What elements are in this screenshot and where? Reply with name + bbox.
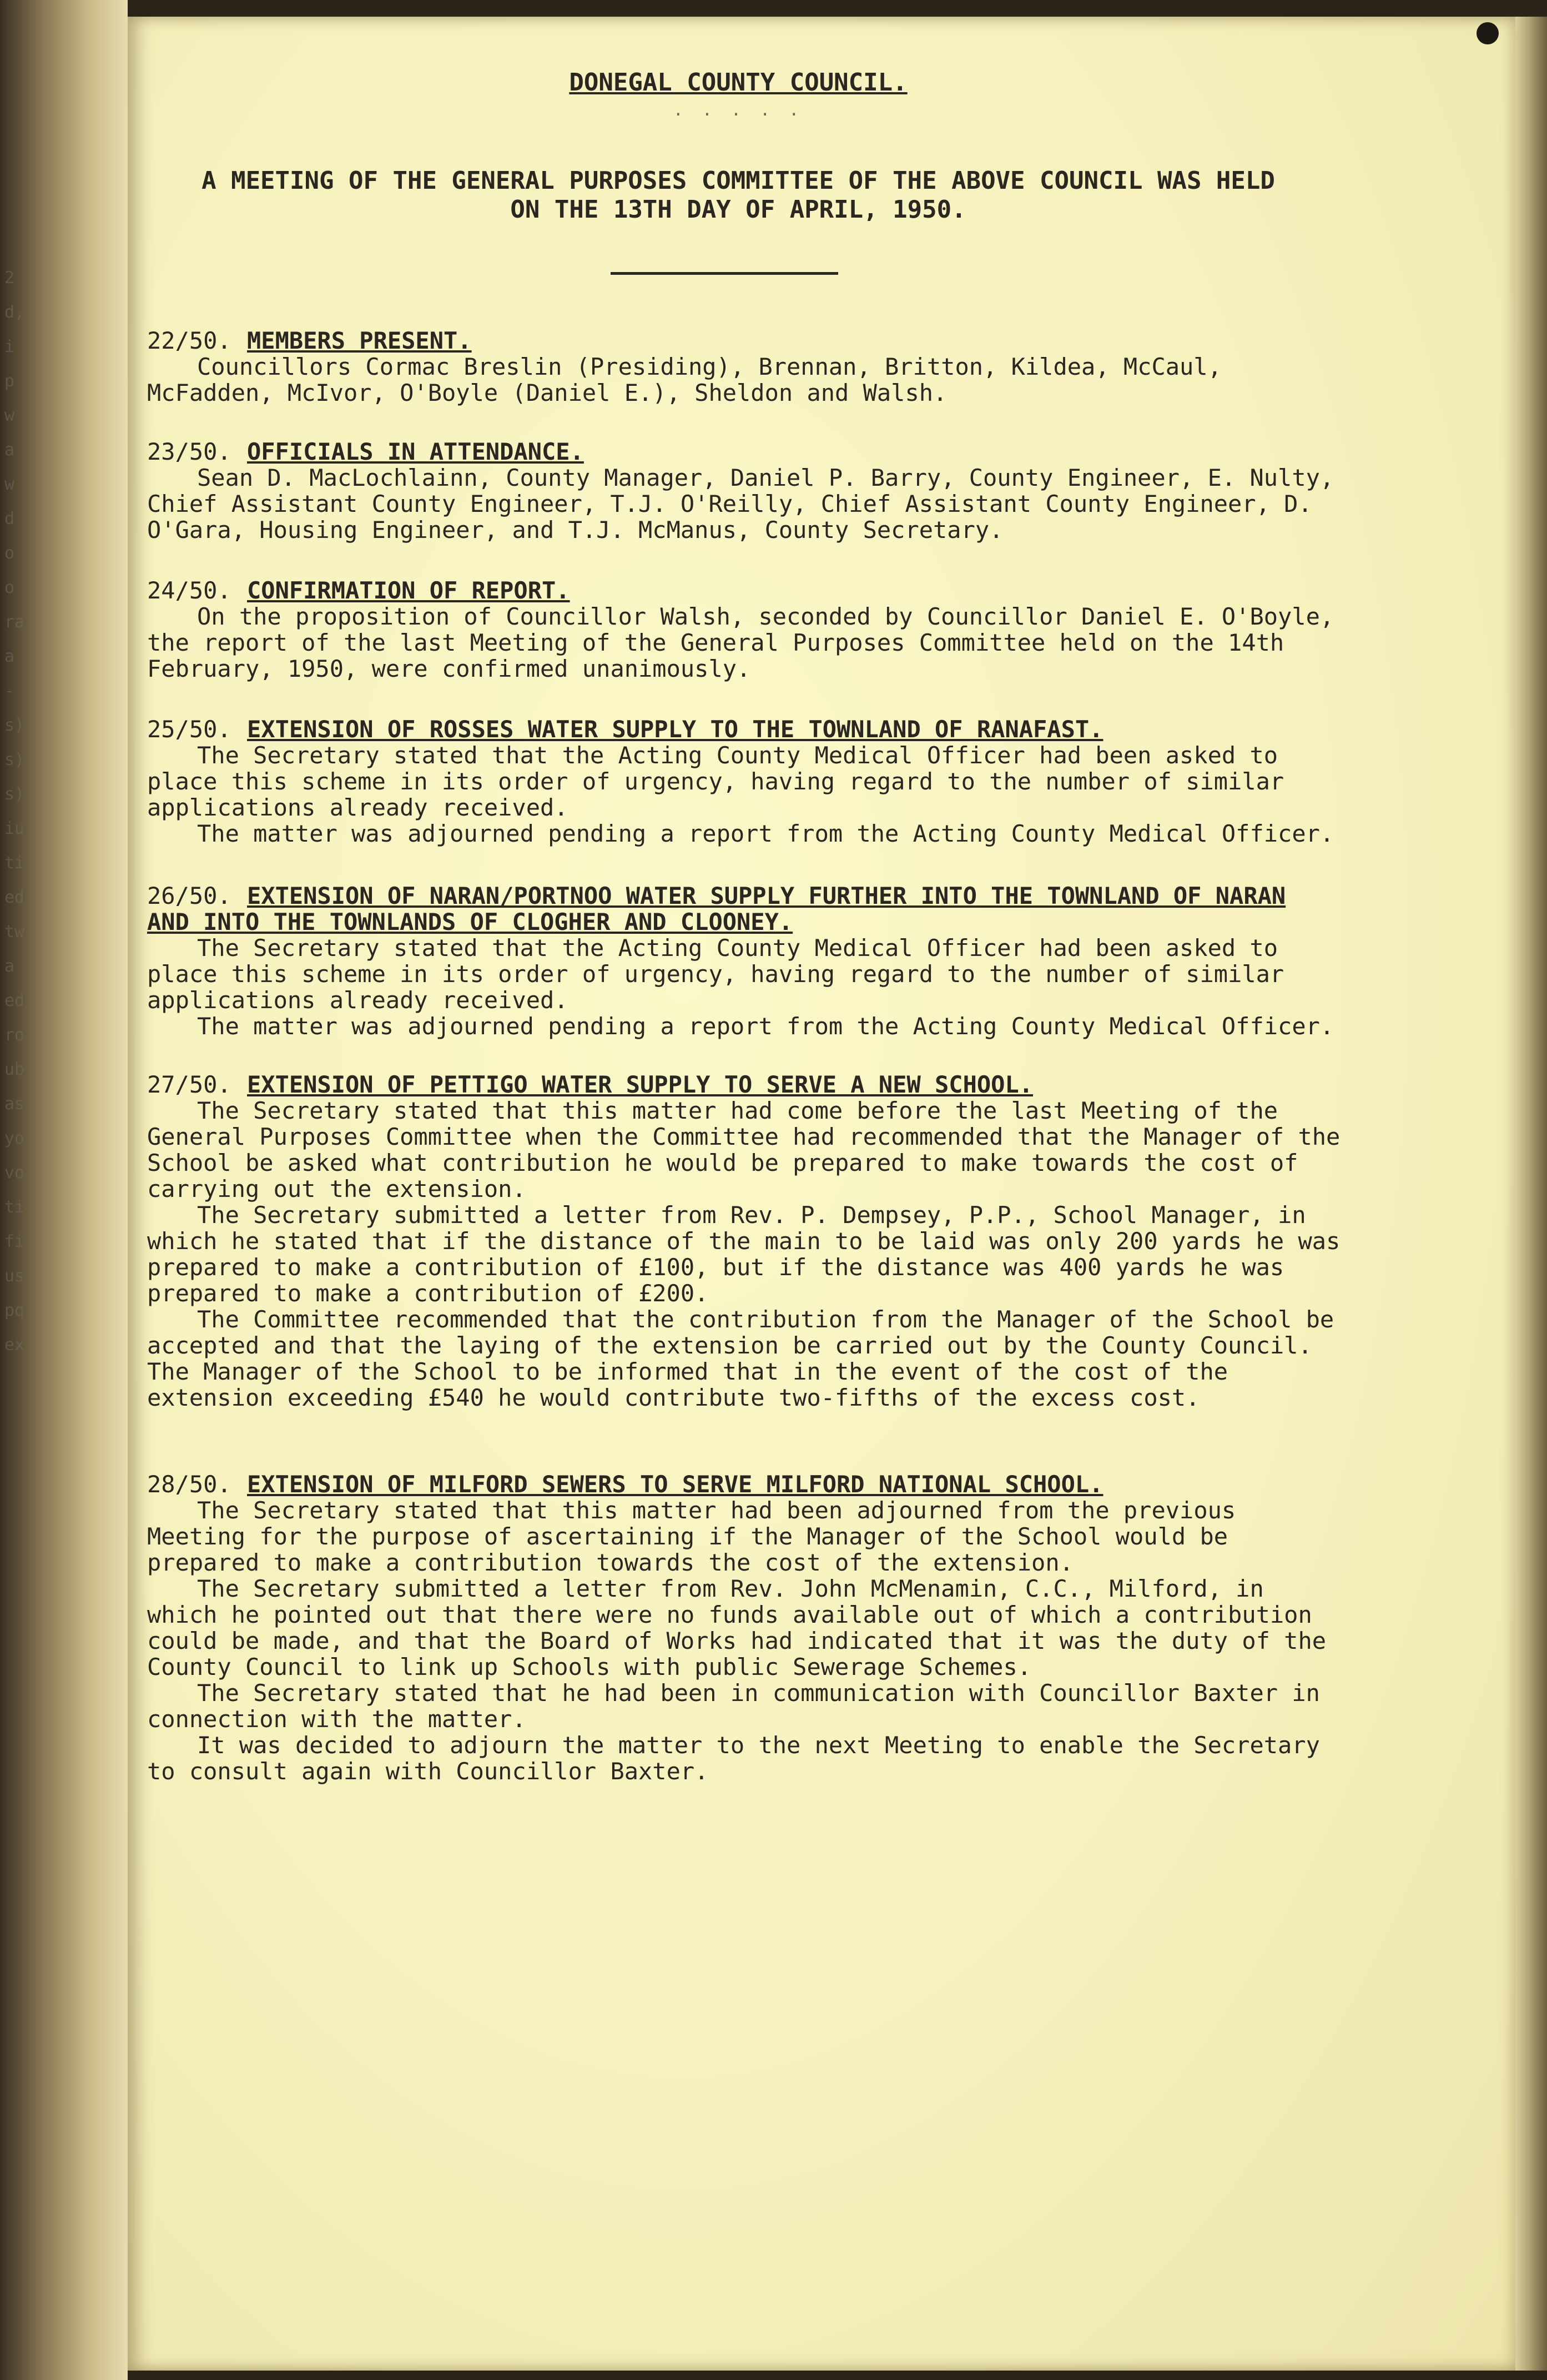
margin-fragment: vo — [4, 1163, 25, 1183]
item-paragraph: The Secretary stated that this matter had been adjourned from the previous Meeting for the purpose of ascertaining if the Manager of the School would be prepared to make a contribution towards the cost of the extension. — [147, 1497, 1236, 1576]
margin-fragment: ti — [4, 1197, 25, 1217]
margin-fragment: a — [4, 647, 15, 666]
binding-spine — [0, 0, 128, 2380]
margin-fragment: ti — [4, 853, 25, 873]
margin-fragment: 2 — [4, 268, 15, 288]
item-paragraph: Councillors Cormac Breslin (Presiding), Brennan, Britton, Kildea, McCaul, McFadden, McIvor, O'Boyle (Daniel E.), Sheldon and Walsh. — [147, 353, 1222, 406]
margin-fragment: as — [4, 1094, 25, 1114]
item-paragraph: The Secretary submitted a letter from Rev. John McMenamin, C.C., Milford, in which he pointed out that there were no funds available out of which a contribution could be made, and that the Board of Works had indicated that it was the duty of the County Council to link up Schools with public Sewerage Schemes. — [147, 1575, 1327, 1680]
item-paragraph: The Secretary stated that this matter had come before the last Meeting of the General Purposes Committee when the Committee had recommended that the Manager of the School be asked what contribution he would be prepared to make towards the cost of carrying out the extension. — [147, 1097, 1341, 1202]
item-paragraph: The Secretary stated that the Acting County Medical Officer had been asked to place this scheme in its order of urgency, having regard to the number of similar applications already received. — [147, 934, 1284, 1014]
item-title: CONFIRMATION OF REPORT. — [247, 577, 570, 604]
item-paragraph: The matter was adjourned pending a report from the Acting County Medical Officer. — [197, 1013, 1334, 1040]
margin-fragment: s) — [4, 750, 25, 769]
margin-fragments — [0, 261, 132, 1362]
meeting-heading-line-1: A MEETING OF THE GENERAL PURPOSES COMMITTEE OF THE ABOVE COUNCIL WAS HELD — [201, 167, 1275, 195]
margin-fragment: iu — [4, 819, 25, 838]
margin-fragment: yo — [4, 1129, 25, 1148]
item-number: 24/50. — [147, 577, 231, 604]
minute-item — [147, 883, 1341, 1039]
margin-fragment: o — [4, 578, 15, 597]
meeting-heading-line-2: ON THE 13TH DAY OF APRIL, 1950. — [510, 195, 966, 224]
item-title: MEMBERS PRESENT. — [247, 327, 472, 354]
item-paragraph: The Committee recommended that the contribution from the Manager of the School be accepted and that the laying of the extension be carried out by the County Council. The Manager of the School to be informed that in the event of the cost of the extension exceeding £540 he would contribute two-fifths of the excess cost. — [147, 1306, 1334, 1411]
margin-fragment: us — [4, 1266, 25, 1286]
item-number: 27/50. — [147, 1071, 231, 1098]
margin-fragment: o — [4, 544, 15, 563]
margin-fragment: ra — [4, 612, 25, 632]
margin-fragment: w — [4, 475, 15, 494]
margin-fragment: fi — [4, 1232, 25, 1251]
item-title: EXTENSION OF PETTIGO WATER SUPPLY TO SERVE A NEW SCHOOL. — [247, 1071, 1034, 1098]
item-title: EXTENSION OF NARAN/PORTNOO WATER SUPPLY FURTHER INTO THE TOWNLAND OF NARAN AND INTO THE TOWNLANDS OF CLOGHER AND CLOONEY. — [147, 882, 1286, 935]
item-title: OFFICIALS IN ATTENDANCE. — [247, 438, 584, 465]
item-number: 23/50. — [147, 438, 231, 465]
margin-fragment: ex — [4, 1335, 25, 1355]
margin-fragment: s) — [4, 784, 25, 804]
item-paragraph: On the proposition of Councillor Walsh, seconded by Councillor Daniel E. O'Boyle, the report of the last Meeting of the General Purposes Committee held on the 14th February, 1950, were confirmed unanimously. — [147, 603, 1334, 682]
margin-fragment: ed — [4, 888, 25, 907]
margin-fragment: d, — [4, 303, 25, 322]
heading-dots: . . . . . — [673, 100, 804, 120]
page-edge — [1515, 17, 1547, 2371]
margin-fragment: pq — [4, 1301, 25, 1320]
margin-fragment: - — [4, 681, 15, 701]
council-heading: DONEGAL COUNTY COUNCIL. — [569, 68, 908, 97]
document-page — [128, 17, 1515, 2371]
margin-fragment: d — [4, 509, 15, 529]
margin-fragment: tw — [4, 922, 25, 942]
minute-item — [147, 1471, 1341, 1784]
minute-item — [147, 439, 1341, 543]
minute-item — [147, 716, 1341, 847]
item-paragraph: The Secretary submitted a letter from Rev. P. Dempsey, P.P., School Manager, in which he stated that if the distance of the main to be laid was only 200 yards he was prepared to make a contribution of £100, but if the distance was 400 yards he was prepared to make a contribution of £200. — [147, 1201, 1341, 1307]
minute-item — [147, 328, 1341, 406]
item-number: 26/50. — [147, 882, 231, 909]
item-paragraph: It was decided to adjourn the matter to the next Meeting to enable the Secretary to consult again with Councillor Baxter. — [147, 1732, 1320, 1785]
item-number: 25/50. — [147, 716, 231, 743]
item-title: EXTENSION OF ROSSES WATER SUPPLY TO THE TOWNLAND OF RANAFAST. — [247, 716, 1103, 743]
margin-fragment: i — [4, 337, 15, 356]
margin-fragment: a — [4, 957, 15, 976]
item-paragraph: Sean D. MacLochlainn, County Manager, Daniel P. Barry, County Engineer, E. Nulty, Chief Assistant County Engineer, T.J. O'Reilly, Chief Assistant County Engineer, D. O'Gara, Housing Engineer, and T.J. McManus, County Secretary. — [147, 464, 1334, 544]
margin-fragment: ub — [4, 1060, 25, 1079]
minute-item — [147, 1071, 1341, 1411]
margin-fragment: w — [4, 406, 15, 425]
margin-fragment: ro — [4, 1025, 25, 1045]
minute-item — [147, 577, 1341, 682]
margin-fragment: a — [4, 440, 15, 460]
punch-hole — [1477, 22, 1499, 44]
meeting-heading — [139, 167, 1338, 224]
item-number: 28/50. — [147, 1471, 231, 1498]
item-paragraph: The Secretary stated that he had been in communication with Councillor Baxter in connection with the matter. — [147, 1679, 1320, 1733]
margin-fragment: ed — [4, 991, 25, 1010]
margin-fragment: p — [4, 371, 15, 391]
item-paragraph: The Secretary stated that the Acting County Medical Officer had been asked to place this scheme in its order of urgency, having regard to the number of similar applications already received. — [147, 742, 1284, 821]
heading-rule — [611, 272, 838, 275]
item-number: 22/50. — [147, 327, 231, 354]
item-paragraph: The matter was adjourned pending a report from the Acting County Medical Officer. — [197, 820, 1334, 847]
item-title: EXTENSION OF MILFORD SEWERS TO SERVE MILFORD NATIONAL SCHOOL. — [247, 1471, 1103, 1498]
margin-fragment: s) — [4, 716, 25, 735]
